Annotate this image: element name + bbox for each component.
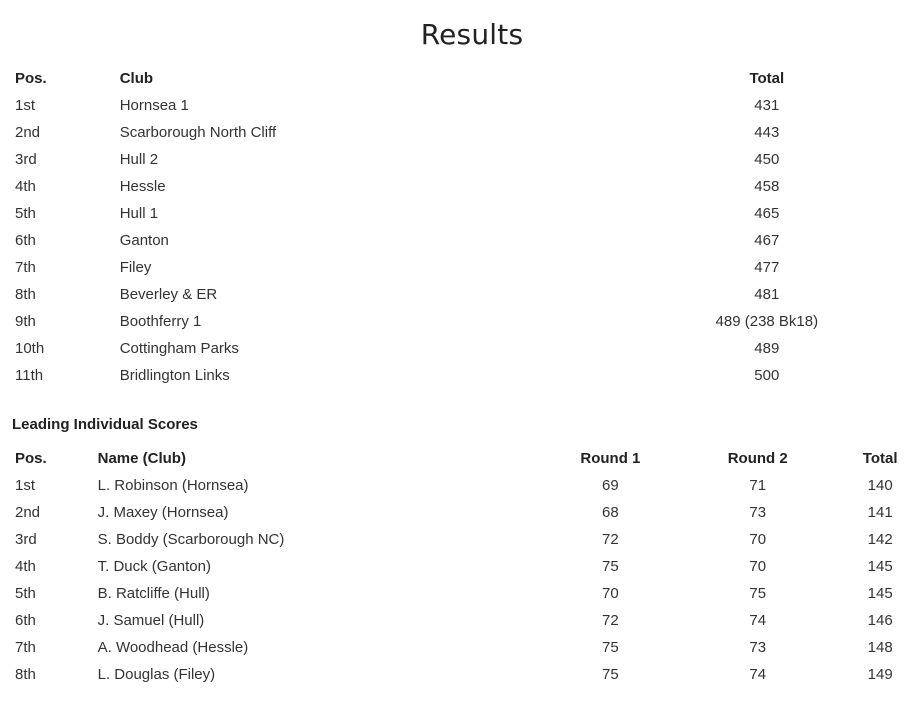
table-row — [15, 553, 920, 580]
cell-total: 149 — [867, 666, 893, 683]
cell-total: 467 — [754, 232, 780, 249]
cell-total: 148 — [867, 639, 893, 656]
cell-total: 489 — [754, 340, 780, 357]
table-row — [15, 308, 920, 335]
table-row — [15, 661, 920, 688]
cell-club: Hull 1 — [119, 205, 159, 222]
individual-scores-heading: Leading Individual Scores — [12, 416, 198, 433]
table-row — [15, 335, 920, 362]
cell-club: Bridlington Links — [119, 367, 230, 384]
cell-round2: 74 — [749, 612, 767, 629]
cell-pos: 2nd — [15, 124, 41, 141]
cell-pos: 6th — [15, 612, 36, 629]
cell-total: 141 — [867, 504, 893, 521]
cell-club: Hornsea 1 — [119, 97, 189, 114]
table-row — [15, 526, 920, 553]
cell-club: Filey — [119, 259, 152, 276]
club-results-table — [15, 65, 920, 389]
cell-round1: 70 — [602, 585, 619, 602]
cell-pos: 4th — [15, 178, 36, 195]
cell-round1: 72 — [602, 531, 619, 548]
individual-scores-header-row — [15, 445, 920, 472]
cell-name: A. Woodhead (Hessle) — [97, 639, 249, 656]
cell-pos: 1st — [15, 477, 36, 494]
column-header-total: Total — [862, 450, 898, 467]
table-row — [15, 281, 920, 308]
cell-club: Ganton — [119, 232, 169, 249]
column-header-pos: Pos. — [15, 70, 47, 87]
cell-name: S. Boddy (Scarborough NC) — [97, 531, 285, 548]
cell-round2: 70 — [749, 531, 767, 548]
cell-round2: 73 — [749, 504, 767, 521]
cell-round1: 72 — [602, 612, 619, 629]
cell-pos: 8th — [15, 666, 36, 683]
cell-pos: 11th — [15, 367, 44, 384]
cell-round1: 75 — [602, 639, 619, 656]
column-header-club: Club — [119, 70, 154, 87]
cell-name: L. Robinson (Hornsea) — [97, 477, 249, 494]
table-row — [15, 146, 920, 173]
cell-round2: 74 — [749, 666, 767, 683]
cell-pos: 8th — [15, 286, 36, 303]
page-title: Results — [420, 18, 524, 51]
cell-round1: 69 — [602, 477, 619, 494]
column-header-round1: Round 1 — [580, 450, 641, 467]
table-row — [15, 499, 920, 526]
cell-pos: 5th — [15, 205, 36, 222]
column-header-round2: Round 2 — [727, 450, 788, 467]
table-row — [15, 173, 920, 200]
cell-name: J. Samuel (Hull) — [97, 612, 205, 629]
cell-round1: 75 — [602, 666, 619, 683]
cell-pos: 7th — [15, 639, 36, 656]
cell-total: 140 — [867, 477, 893, 494]
cell-pos: 10th — [15, 340, 45, 357]
cell-pos: 1st — [15, 97, 36, 114]
table-row — [15, 472, 920, 499]
cell-total: 146 — [867, 612, 893, 629]
cell-total: 142 — [867, 531, 893, 548]
cell-name: B. Ratcliffe (Hull) — [97, 585, 210, 602]
cell-total: 431 — [754, 97, 780, 114]
table-row — [15, 362, 920, 389]
cell-total: 145 — [867, 558, 893, 575]
cell-club: Cottingham Parks — [119, 340, 239, 357]
cell-round2: 71 — [749, 477, 767, 494]
column-header-pos: Pos. — [15, 450, 47, 467]
table-row — [15, 580, 920, 607]
cell-total: 443 — [754, 124, 780, 141]
cell-total: 489 (238 Bk18) — [715, 313, 819, 330]
cell-pos: 7th — [15, 259, 36, 276]
cell-club: Hull 2 — [119, 151, 159, 168]
cell-total: 450 — [754, 151, 780, 168]
cell-round2: 73 — [749, 639, 767, 656]
cell-total: 481 — [754, 286, 780, 303]
cell-total: 465 — [754, 205, 780, 222]
table-row — [15, 227, 920, 254]
cell-pos: 4th — [15, 558, 36, 575]
cell-total: 477 — [754, 259, 780, 276]
cell-total: 458 — [754, 178, 780, 195]
cell-club: Beverley & ER — [119, 286, 218, 303]
cell-pos: 2nd — [15, 504, 41, 521]
cell-round1: 68 — [602, 504, 619, 521]
table-row — [15, 92, 920, 119]
cell-pos: 6th — [15, 232, 36, 249]
cell-round2: 70 — [749, 558, 767, 575]
cell-pos: 3rd — [15, 151, 37, 168]
cell-club: Boothferry 1 — [119, 313, 202, 330]
cell-pos: 5th — [15, 585, 36, 602]
cell-name: J. Maxey (Hornsea) — [97, 504, 229, 521]
cell-round2: 75 — [749, 585, 767, 602]
club-results-header-row — [15, 65, 920, 92]
cell-pos: 9th — [15, 313, 36, 330]
column-header-total: Total — [749, 70, 785, 87]
cell-name: T. Duck (Ganton) — [97, 558, 211, 575]
table-row — [15, 634, 920, 661]
individual-scores-table — [15, 445, 920, 688]
table-row — [15, 200, 920, 227]
table-row — [15, 254, 920, 281]
cell-club: Hessle — [119, 178, 166, 195]
cell-total: 500 — [754, 367, 780, 384]
cell-round1: 75 — [602, 558, 619, 575]
column-header-name: Name (Club) — [97, 450, 186, 467]
cell-total: 145 — [867, 585, 893, 602]
cell-name: L. Douglas (Filey) — [97, 666, 216, 683]
table-row — [15, 119, 920, 146]
cell-club: Scarborough North Cliff — [119, 124, 277, 141]
cell-pos: 3rd — [15, 531, 37, 548]
table-row — [15, 607, 920, 634]
